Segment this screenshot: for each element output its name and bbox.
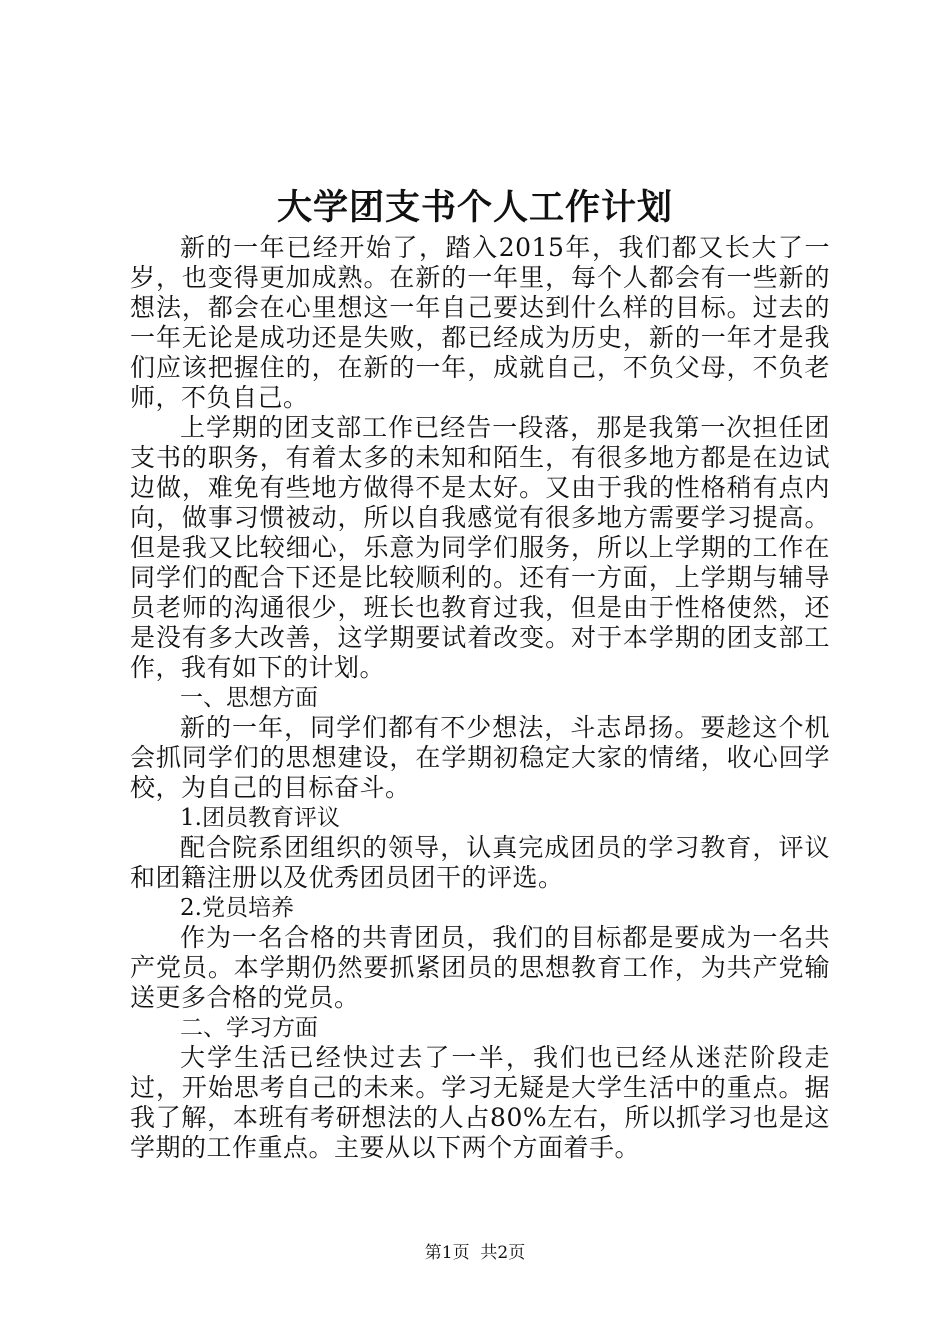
paragraph-last-semester: 上学期的团支部工作已经告一段落，那是我第一次担任团支书的职务，有着太多的未知和陌生，有很多地方都是在边试边做，难免有些地方做得不是太好。又由于我的性格稍有点内向，做事习惯被动，所以自我感觉有很多地方需要学习提高。但是我又比较细心，乐意为同学们服务，所以上学期的工作在同学们的配合下还是比较顺利的。还有一方面，上学期与辅导员老师的沟通很少，班长也教育过我，但是由于性格使然，还是没有多大改善，这学期要试着改变。对于本学期的团支部工作，我有如下的计划。: [130, 413, 830, 682]
paragraph-party-training: 作为一名合格的共青团员，我们的目标都是要成为一名共产党员。本学期仍然要抓紧团员的思想教育工作，为共产党输送更多合格的党员。: [130, 923, 830, 1012]
section-heading-study: 二、学习方面: [180, 1015, 318, 1041]
page-footer: [0, 1241, 950, 1265]
paragraph-thought-intro: 新的一年，同学们都有不少想法，斗志昂扬。要趁这个机会抓同学们的思想建设，在学期初稳定大家的情绪，收心回学校，为自己的目标奋斗。: [130, 713, 830, 802]
paragraph-study-intro: 大学生活已经快过去了一半，我们也已经从迷茫阶段走过，开始思考自己的未来。学习无疑是大学生活中的重点。据我了解，本班有考研想法的人占80%左右，所以抓学习也是这学期的工作重点。主要从以下两个方面着手。: [130, 1043, 830, 1162]
paragraph-intro: 新的一年已经开始了，踏入2015年，我们都又长大了一岁，也变得更加成熟。在新的一年里，每个人都会有一些新的想法，都会在心里想这一年自己要达到什么样的目标。过去的一年无论是成功还是失败，都已经成为历史，新的一年才是我们应该把握住的，在新的一年，成就自己，不负父母，不负老师，不负自己。: [130, 233, 830, 412]
subheading-party-training: 2.党员培养: [180, 895, 294, 921]
document-title: 大学团支书个人工作计划: [276, 187, 673, 228]
subheading-member-evaluation: 1.团员教育评议: [180, 805, 340, 831]
document-body: [130, 233, 830, 1163]
paragraph-member-evaluation: 配合院系团组织的领导，认真完成团员的学习教育，评议和团籍注册以及优秀团员团干的评选。: [130, 833, 830, 892]
page-number: 第1页: [424, 1243, 470, 1263]
page-total: 共2页: [480, 1243, 526, 1263]
section-heading-thought: 一、思想方面: [180, 685, 318, 711]
